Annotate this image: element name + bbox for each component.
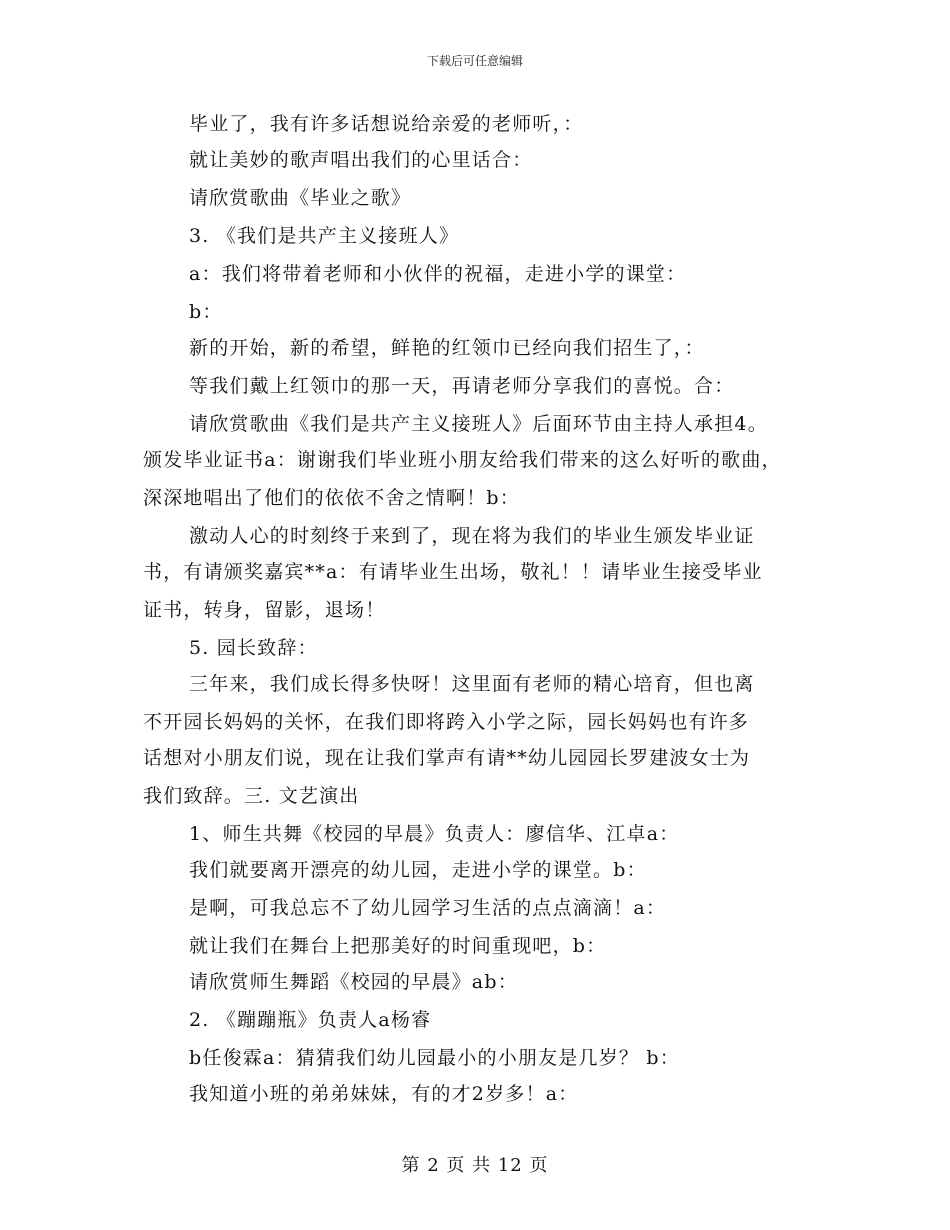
text-line: 请欣赏歌曲《我们是共产主义接班人》后面环节由主持人承担4。 bbox=[189, 413, 768, 435]
text-line: 不开园长妈妈的关怀，在我们即将跨入小学之际，园长妈妈也有许多 bbox=[143, 711, 750, 733]
text-line: 证书，转身，留影，退场！ bbox=[143, 599, 386, 621]
text-line: b： bbox=[189, 301, 223, 323]
page-header: 下载后可任意编辑 bbox=[426, 54, 523, 68]
text-line: 就让我们在舞台上把那美好的时间重现吧，b： bbox=[189, 935, 607, 957]
page-footer: 第 2 页 共 12 页 bbox=[401, 1155, 549, 1176]
text-line: 请欣赏歌曲《毕业之歌》 bbox=[189, 187, 412, 209]
text-line: 话想对小朋友们说，现在让我们掌声有请**幼儿园园长罗建波女士为 bbox=[143, 747, 751, 769]
text-line: 新的开始，新的希望，鲜艳的红领巾已经向我们招生了，： bbox=[189, 337, 705, 359]
text-line: 激动人心的时刻终于来到了，现在将为我们的毕业生颁发毕业证 bbox=[189, 525, 755, 547]
text-line: 是啊，可我总忘不了幼儿园学习生活的点点滴滴！a： bbox=[189, 897, 667, 919]
text-line: 书，有请颁奖嘉宾**a：有请毕业生出场，敬礼！！请毕业生接受毕业 bbox=[143, 561, 763, 583]
text-line: a：我们将带着老师和小伙伴的祝福，走进小学的课堂： bbox=[189, 263, 687, 285]
text-line: 毕业了，我有许多话想说给亲爱的老师听，： bbox=[189, 113, 584, 135]
text-line: 三年来，我们成长得多快呀！这里面有老师的精心培育，但也离 bbox=[189, 673, 755, 695]
text-line: b任俊霖a：猜猜我们幼儿园最小的小朋友是几岁？ b： bbox=[189, 1047, 680, 1069]
text-line: 深深地唱出了他们的依依不舍之情啊！b： bbox=[143, 487, 520, 509]
text-line: 我知道小班的弟弟妹妹，有的才2岁多！a： bbox=[189, 1083, 579, 1105]
text-line: 颁发毕业证书a：谢谢我们毕业班小朋友给我们带来的这么好听的歌曲， bbox=[143, 449, 782, 471]
text-line: 1、师生共舞《校园的早晨》负责人：廖信华、江卓a： bbox=[189, 823, 680, 845]
section-heading: 3. 《我们是共产主义接班人》 bbox=[189, 225, 460, 247]
text-line: 我们就要离开漂亮的幼儿园，走进小学的课堂。b： bbox=[189, 859, 647, 881]
text-line: 就让美妙的歌声唱出我们的心里话合： bbox=[189, 149, 533, 171]
text-line: 请欣赏师生舞蹈《校园的早晨》ab： bbox=[189, 971, 518, 993]
section-heading: 2. 《蹦蹦瓶》负责人a杨睿 bbox=[189, 1009, 432, 1031]
text-line: 等我们戴上红领巾的那一天，再请老师分享我们的喜悦。合： bbox=[189, 375, 735, 397]
section-heading: 5. 园长致辞： bbox=[189, 637, 318, 659]
text-line: 我们致辞。三. 文艺演出 bbox=[143, 785, 360, 807]
